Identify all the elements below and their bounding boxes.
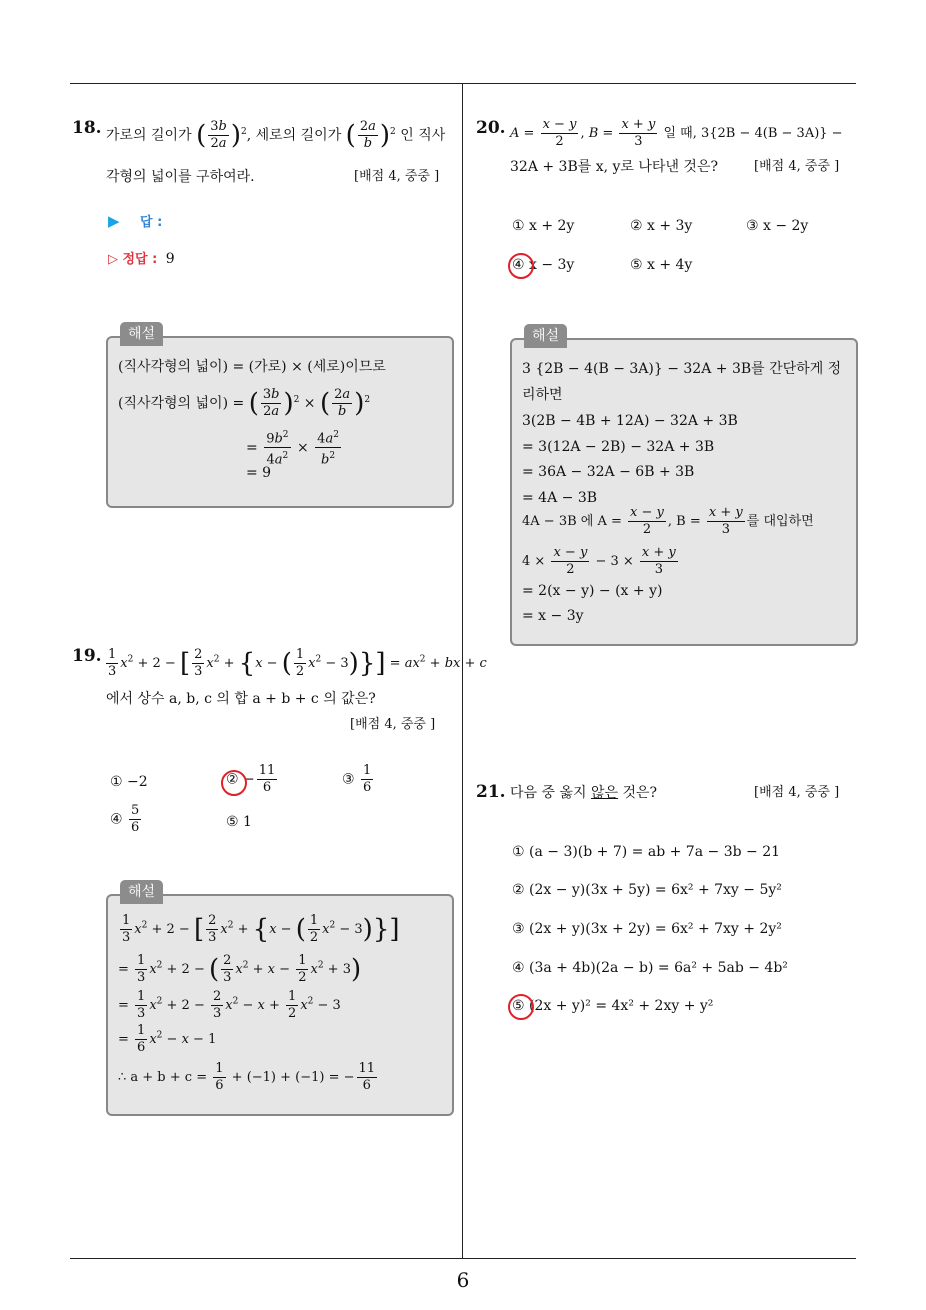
- q20-selected-circle: [508, 253, 534, 279]
- q20-choice-1[interactable]: ① x + 2y: [512, 218, 575, 234]
- q20-choice-5[interactable]: ⑤ x + 4y: [630, 257, 693, 273]
- q21-choice-5[interactable]: ⑤ (2x + y)² = 4x² + 2xy + y²: [512, 998, 714, 1014]
- q19-expl-line3: = $\frac{1}{3}$ $x^2 + 2$ − $\frac{2}{3}$ $x^2 - x$ + $\frac{1}{2}$ $x^2 - 3$: [118, 989, 341, 1021]
- q21-selected-circle: [508, 994, 534, 1020]
- q20-expl-line4: = 3(12A − 2B) − 32A + 3B: [522, 439, 715, 455]
- q18-expl-line2: (직사각형의 넓이) = ( $\frac{3b}{2a}$ )$^2$ × ( $\frac{2a}{b}$ )$^2$: [118, 387, 371, 419]
- q20-expl-line1: 3 {2B − 4(B − 3A)} − 32A + 3B를 간단하게 정: [522, 361, 842, 377]
- q18-expl-line1: (직사각형의 넓이) = (가로) × (세로)이므로: [118, 359, 386, 375]
- q18-explanation-tab: 해설: [120, 322, 163, 346]
- q20-choice-4[interactable]: ④ x − 3y: [512, 257, 575, 273]
- q20-meta: [배점 4, 중중 ]: [754, 159, 840, 174]
- q18-expl-line3: = $\frac{9b^2}{4a^2}$ × $\frac{4a^2}{b^2}$: [246, 430, 339, 468]
- top-rule: [70, 83, 856, 84]
- q18-correct-row: ▷ 정답 : 9: [108, 251, 175, 267]
- q19-choice-5[interactable]: ⑤ 1: [226, 814, 252, 830]
- outline-arrow-icon: ▷: [108, 252, 118, 267]
- q19-expl-line4: = $\frac{1}{6}$ $x^2 - x - 1$: [118, 1023, 217, 1055]
- q21-choice-3[interactable]: ③ (2x + y)(3x + 2y) = 6x² + 7xy + 2y²: [512, 921, 782, 937]
- q20-choice-3[interactable]: ③ x − 2y: [746, 218, 809, 234]
- q20-expl-line9: = 2(x − y) − (x + y): [522, 583, 663, 599]
- question-number-19: 19.: [72, 646, 102, 666]
- q19-line1: $\frac{1}{3}$ $x^2 + 2$ − [ $\frac{2}{3}$ $x^2 + \{x$ − ( $\frac{1}{2}$ $x^2 - 3)\}] = ax^2$ + bx + c: [108, 647, 487, 679]
- q19-expl-line1: $\frac{1}{3}$ $x^2 + 2$ − [ $\frac{2}{3}$ $x^2 + \{x$ − ( $\frac{1}{2}$ $x^2 - 3$)}]: [122, 913, 400, 945]
- q20-explanation-tab: 해설: [524, 324, 567, 348]
- q21-choice-4[interactable]: ④ (3a + 4b)(2a − b) = 6a² + 5ab − 4b²: [512, 960, 788, 976]
- q19-expl-line5: ∴ a + b + c = $\frac{1}{6}$ + (−1) + (−1) = − $\frac{11}{6}$: [118, 1061, 376, 1093]
- page-number: 6: [456, 1268, 470, 1292]
- q20-expl-line7: 4A − 3B 에 A = $\frac{x - y}{2}$ , B = $\frac{x + y}{3}$ 를 대입하면: [522, 505, 814, 537]
- q18-meta: [배점 4, 중중 ]: [354, 169, 440, 184]
- play-arrow-icon: ▶: [108, 212, 120, 230]
- q19-explanation-tab: 해설: [120, 880, 163, 904]
- q19-choice-2[interactable]: ② − $\frac{11}{6}$: [226, 763, 276, 795]
- q19-choice-4[interactable]: ④ $\frac{5}{6}$: [110, 803, 140, 835]
- q18-line2: 각형의 넓이를 구하여라.: [106, 169, 255, 185]
- q20-expl-line10: = x − 3y: [522, 608, 584, 624]
- q20-expl-line3: 3(2B − 4B + 12A) − 32A + 3B: [522, 413, 738, 429]
- q20-line2: 32A + 3B를 x, y로 나타낸 것은?: [510, 159, 718, 175]
- q20-choice-2[interactable]: ② x + 3y: [630, 218, 693, 234]
- q21-meta: [배점 4, 중중 ]: [754, 785, 840, 800]
- q21-choice-1[interactable]: ① (a − 3)(b + 7) = ab + 7a − 3b − 21: [512, 844, 781, 860]
- q19-expl-line2: = $\frac{1}{3}$ $x^2 + 2$ − ( $\frac{2}{3}$ $x^2 + x$ − $\frac{1}{2}$ $x^2 + 3$): [118, 953, 362, 985]
- q19-meta: [배점 4, 중중 ]: [350, 717, 436, 732]
- question-number-20: 20.: [476, 118, 506, 138]
- q21-stem: 다음 중 옳지 않은 것은?: [510, 785, 658, 801]
- q18-line1: 가로의 길이가 ( $\frac{3b}{2a}$ )$^2$, 세로의 길이가 ( $\frac{2a}{b}$ )$^2$ 인 직사: [106, 119, 446, 151]
- q18-answer-row: ▶ 답 :: [108, 212, 163, 230]
- q20-expl-line2: 리하면: [522, 387, 563, 403]
- q20-expl-line5: = 36A − 32A − 6B + 3B: [522, 464, 695, 480]
- q20-expl-line6: = 4A − 3B: [522, 490, 598, 506]
- q20-expl-line8: 4 × $\frac{x - y}{2}$ − 3 × $\frac{x + y}{3}$: [522, 545, 676, 577]
- q19-selected-circle: [221, 770, 247, 796]
- q21-choice-2[interactable]: ② (2x − y)(3x + 5y) = 6x² + 7xy − 5y²: [512, 882, 782, 898]
- q20-line1: A = $\frac{x - y}{2}$ , B = $\frac{x + y}{3}$ 일 때, 3{2B − 4(B − 3A)} −: [510, 117, 843, 149]
- q19-choice-3[interactable]: ③ $\frac{1}{6}$: [342, 763, 372, 795]
- question-number-18: 18.: [72, 118, 102, 138]
- bottom-rule: [70, 1258, 856, 1259]
- q18-expl-line4: = 9: [246, 465, 272, 481]
- q19-line2: 에서 상수 a, b, c 의 합 a + b + c 의 값은?: [106, 691, 376, 707]
- question-number-21: 21.: [476, 782, 506, 802]
- q19-choice-1[interactable]: ① −2: [110, 774, 148, 790]
